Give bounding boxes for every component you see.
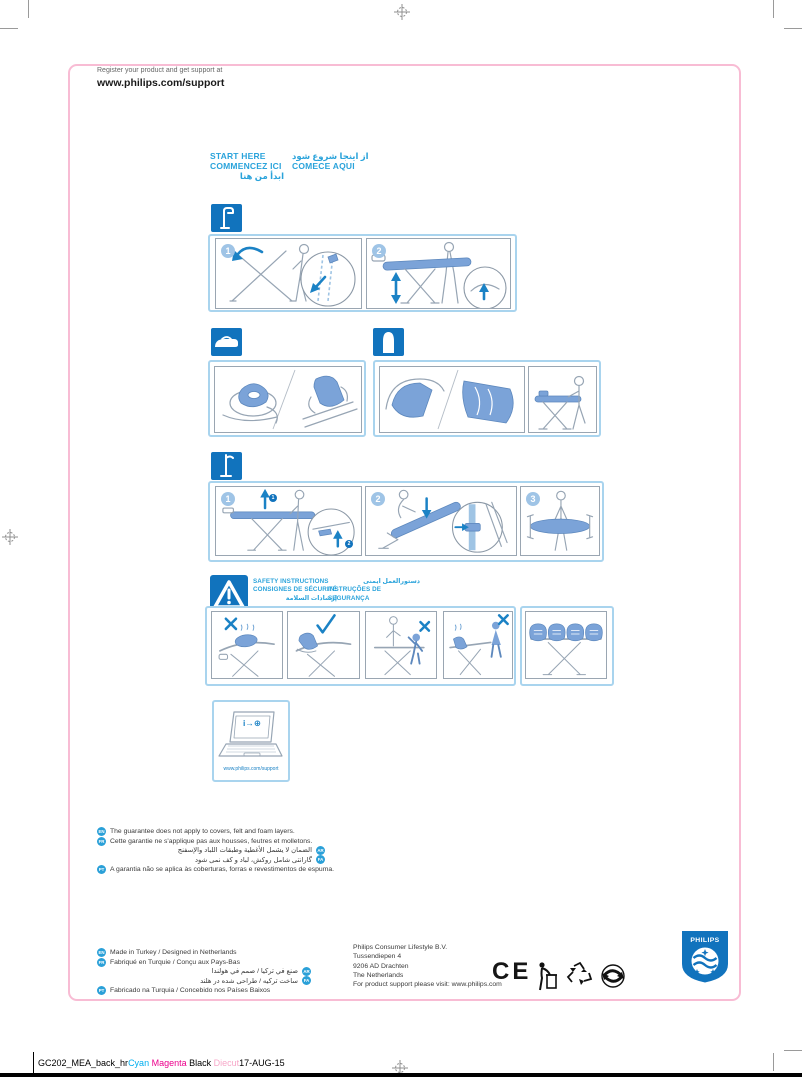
crop-mark — [773, 1053, 774, 1071]
fold-step1-box — [215, 486, 362, 556]
diagram-iron-on-rest-ok — [288, 612, 359, 678]
company-name: Philips Consumer Lifestyle B.V. — [353, 944, 448, 951]
diagram-fit-cover — [380, 367, 524, 432]
start-here-fr: COMMENCEZ ICI — [210, 161, 282, 171]
setup-step2-box — [366, 238, 511, 309]
crop-mark — [784, 1050, 802, 1051]
crop-mark — [773, 0, 774, 18]
company-city: 9206 AD Drachten — [353, 962, 409, 970]
slug-filename: GC202_MEA_back_hr — [38, 1058, 129, 1068]
safety-title-col1 — [253, 578, 337, 603]
slug-text — [38, 1058, 285, 1068]
support-panel — [212, 700, 290, 782]
crop-mark — [28, 0, 29, 18]
cross-icon — [420, 622, 428, 630]
guarantee-text: Cette garantie ne s'applique pas aux housses, feutres et molletons. — [110, 837, 313, 845]
guarantee-line — [97, 846, 325, 855]
guarantee-line — [97, 865, 335, 874]
safety-title-col2 — [328, 578, 420, 603]
guarantee-text: گارانتی شامل روکش، لباد و کف نمی شود — [194, 856, 312, 864]
made-in-line — [97, 957, 311, 966]
slug-magenta: Magenta — [149, 1058, 187, 1068]
weee-bin-icon — [536, 960, 558, 992]
cover-fit-box — [379, 366, 525, 433]
diagram-max-load — [526, 612, 606, 678]
step-badge: 2 — [372, 244, 386, 258]
language-badge: AR — [317, 847, 324, 853]
board-fold-icon — [211, 452, 242, 480]
slug-black: Black — [186, 1058, 212, 1068]
setup-step1-box — [215, 238, 362, 309]
diagram-adjust-height — [367, 239, 510, 308]
safety-title-pt: INSTRUÇÕES DE SEGURANÇA — [328, 586, 382, 602]
green-dot-icon — [600, 963, 626, 989]
start-here-fa: از اینجا شروع شود — [292, 151, 369, 161]
start-here-ar: ابدأ من هنا — [239, 171, 284, 181]
board-standing-icon — [211, 204, 242, 232]
made-in-line — [97, 986, 311, 995]
mini-step-badge: 2 — [345, 540, 353, 548]
iron-tab — [211, 328, 242, 356]
check-icon — [318, 615, 335, 632]
fold-step2-box — [365, 486, 517, 556]
recycle-icon — [564, 960, 594, 990]
safety-title-ar: إرشادات السلامة — [285, 594, 337, 602]
iron-icon — [211, 328, 242, 356]
philips-wordmark: PHILIPS — [690, 937, 720, 944]
start-here-col1 — [210, 151, 284, 181]
philips-shield-icon — [680, 929, 730, 984]
ce-mark-icon: CE — [492, 958, 532, 985]
safety-title-fr: CONSIGNES DE SÉCURITÉ — [253, 586, 337, 594]
start-here-en: START HERE — [210, 151, 266, 161]
start-here-col2 — [292, 151, 382, 171]
board-cover-icon — [373, 328, 404, 356]
info-globe-icon: i→⊕ — [243, 718, 261, 728]
register-line: Register your product and get support at — [97, 67, 223, 74]
made-in-text: Fabriqué en Turquie / Conçu aux Pays-Bas — [110, 958, 240, 966]
diagram-iron-on-rest — [215, 367, 361, 432]
guarantee-line — [97, 827, 325, 836]
made-in-line — [97, 967, 311, 976]
made-in-text: صنع في تركيا / صمم في هولندا — [211, 968, 298, 976]
iron-rest-box — [214, 366, 362, 433]
laptop-icon — [214, 704, 288, 768]
support-url: www.philips.com/support — [97, 77, 225, 89]
made-in-block — [97, 948, 311, 995]
company-support-line: For product support please visit: www.philips.com — [353, 981, 502, 989]
made-in-text: ساخت ترکیه / طراحی شده در هلند — [200, 977, 298, 985]
cross-icon — [226, 619, 236, 629]
safety-box-4 — [443, 611, 513, 679]
slug-divider — [33, 1052, 34, 1074]
safety-title-fa: دستورالعمل ایمنی — [363, 578, 420, 585]
registration-mark-icon — [2, 529, 18, 545]
made-in-text: Made in Turkey / Designed in Netherlands — [110, 949, 237, 957]
diagram-keep-children-away — [366, 612, 436, 678]
cover-tab — [373, 328, 404, 356]
print-info-bar — [0, 1073, 802, 1077]
crop-mark — [784, 28, 802, 29]
safety-box-1 — [211, 611, 283, 679]
language-badge: FA — [303, 978, 310, 984]
step-badge: 1 — [221, 492, 235, 506]
company-country: The Netherlands — [353, 971, 404, 979]
diagram-no-unattended-iron — [444, 612, 512, 678]
guarantee-text: الضمان لا يشمل الأغطية وطبقات اللباد والإسفنج — [177, 847, 312, 855]
registration-mark-icon — [394, 4, 410, 20]
language-badge: PT — [98, 987, 105, 993]
language-badge: FA — [317, 857, 324, 863]
board-setup-tab — [211, 204, 242, 232]
guarantee-line — [97, 855, 325, 864]
step-badge: 2 — [371, 492, 385, 506]
mini-step-badge: 1 — [269, 494, 277, 502]
crop-mark — [0, 28, 18, 29]
made-in-line — [97, 948, 311, 957]
safety-box-3 — [365, 611, 437, 679]
company-address — [353, 943, 502, 989]
language-badge: EN — [98, 829, 105, 835]
slug-diecut: Diecut — [211, 1058, 240, 1068]
slug-cyan: Cyan — [128, 1058, 150, 1068]
guarantee-text: The guarantee does not apply to covers, felt and foam layers. — [110, 828, 295, 836]
cross-icon — [499, 615, 507, 623]
language-badge: FR — [98, 959, 105, 965]
made-in-text: Fabricado na Turquia / Concebido nos Países Baixos — [110, 986, 271, 994]
guarantee-line — [97, 836, 325, 845]
safety-box-2 — [287, 611, 360, 679]
diagram-release-lock — [216, 487, 361, 555]
diagram-fold-down — [366, 487, 516, 555]
diagram-ironing-seated — [529, 367, 596, 432]
language-badge: AR — [303, 968, 310, 974]
company-street: Tussendiepen 4 — [353, 953, 402, 961]
slug-date: 17-AUG-15 — [239, 1058, 285, 1068]
diagram-no-hot-iron-flat — [212, 612, 282, 678]
language-badge: FR — [98, 838, 105, 844]
start-here-pt: COMECE AQUI — [292, 161, 355, 171]
support-panel-url: www.philips.com/support — [223, 766, 279, 772]
guarantee-text: A garantia não se aplica às coberturas, forras e revestimentos de espuma. — [110, 865, 335, 873]
language-badge: EN — [98, 950, 105, 956]
guarantee-block — [97, 827, 335, 874]
diagram-unfold-legs — [216, 239, 361, 308]
board-fold-tab — [211, 452, 242, 480]
safety-title-en: SAFETY INSTRUCTIONS — [253, 578, 329, 585]
step-badge: 3 — [526, 492, 540, 506]
made-in-line — [97, 976, 311, 985]
step-badge: 1 — [221, 244, 235, 258]
cover-use-box — [528, 366, 597, 433]
language-badge: PT — [98, 866, 105, 872]
safety-box-5 — [525, 611, 607, 679]
